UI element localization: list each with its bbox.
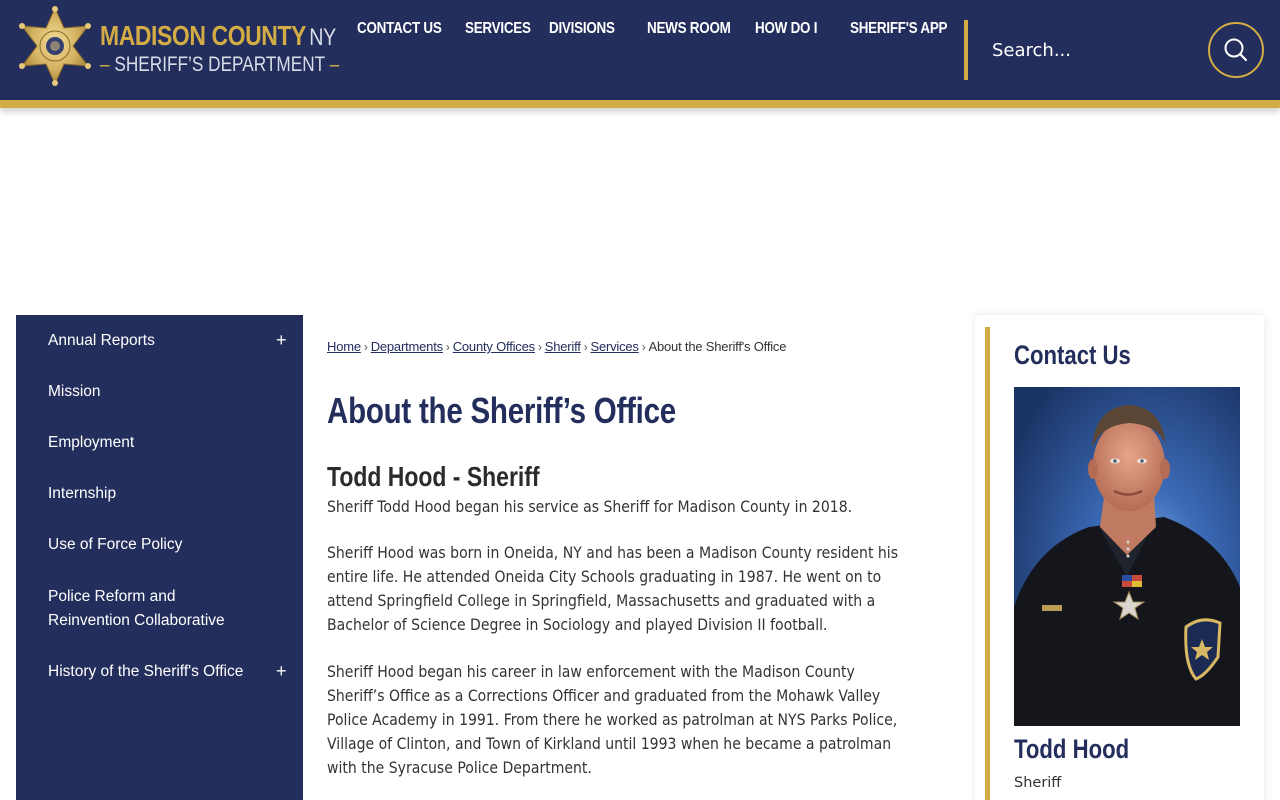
search-divider — [964, 20, 968, 80]
sheriff-star-badge-icon — [16, 6, 94, 86]
breadcrumb-sheriff[interactable]: Sheriff — [544, 339, 581, 354]
nav-services[interactable]: SERVICES — [465, 20, 531, 37]
header-gold-stripe — [0, 100, 1280, 108]
breadcrumb-separator: › — [583, 340, 588, 354]
sidebar-item-label: Police Reform and — [48, 588, 176, 605]
search-input[interactable] — [980, 30, 1180, 70]
breadcrumb-separator: › — [363, 340, 368, 354]
sidebar-item-internship[interactable]: Internship — [48, 485, 117, 502]
portrait-image-icon — [1014, 387, 1240, 726]
search-icon — [1223, 37, 1249, 63]
breadcrumb-departments[interactable]: Departments — [370, 339, 443, 354]
nav-news-room[interactable]: NEWS ROOM — [647, 20, 731, 37]
contact-gold-bar — [985, 327, 990, 800]
page-title: About the Sheriff’s Office — [327, 390, 676, 431]
breadcrumb-county-offices[interactable]: County Offices — [452, 339, 535, 354]
site-header — [0, 0, 1280, 100]
breadcrumb-services[interactable]: Services — [590, 339, 639, 354]
nav-contact-us[interactable]: CONTACT US — [357, 20, 442, 37]
sidebar-item-employment[interactable]: Employment — [48, 434, 135, 451]
sidebar-item-mission[interactable]: Mission — [48, 383, 101, 400]
sidebar-item-police-reform[interactable] — [48, 585, 225, 633]
nav-divisions[interactable]: DIVISIONS — [549, 20, 615, 37]
logo-dash-left: – — [100, 53, 110, 76]
logo-subtitle — [100, 53, 339, 77]
logo-state: NY — [309, 24, 336, 51]
contact-name: Todd Hood — [1014, 734, 1130, 764]
breadcrumb-separator: › — [445, 340, 450, 354]
bio-paragraph-3: Sheriff Hood began his career in law enforcement with the Madison County Sheriff’s Office as a Corrections Officer and graduated from the Mohawk Valley Police Academy in 1991. From there he worked as patrolman at NYS Parks Police, Village of Clinton, and Town of Kirkland until 1993 when he became a patrolman with the Syracuse Police Department. — [327, 663, 898, 777]
sidebar-nav — [16, 315, 303, 800]
breadcrumb-separator: › — [537, 340, 542, 354]
bio-paragraph-2: Sheriff Hood was born in Oneida, NY and has been a Madison County resident his entire life. He attended Oneida City Schools graduating in 1987. He went on to attend Springfield College in Springfield, Massachusetts and graduated with a Bachelor of Science Degree in Sociology and played Division II football. — [327, 544, 899, 634]
breadcrumb-home[interactable]: Home — [327, 339, 361, 354]
logo-county-name: MADISON COUNTY — [100, 20, 307, 51]
breadcrumb — [327, 339, 786, 354]
search-button[interactable] — [1208, 22, 1264, 78]
breadcrumb-separator: › — [641, 340, 646, 354]
site-logo[interactable] — [16, 6, 340, 88]
breadcrumb-current: About the Sheriff's Office — [648, 339, 787, 354]
sheriff-photo — [1014, 387, 1240, 726]
expand-plus-icon[interactable]: + — [276, 330, 287, 350]
contact-role: Sheriff — [1014, 775, 1062, 791]
logo-department: SHERIFF’S DEPARTMENT — [114, 53, 325, 76]
sidebar-item-label-line2: Reinvention Collaborative — [48, 612, 225, 629]
sidebar-item-annual-reports[interactable]: Annual Reports — [48, 332, 155, 349]
logo-dash-right: – — [329, 53, 340, 76]
sidebar-item-history[interactable]: History of the Sheriff's Office — [48, 663, 244, 680]
contact-heading: Contact Us — [1014, 340, 1131, 370]
nav-sheriffs-app[interactable]: SHERIFF'S APP — [850, 20, 948, 37]
sidebar-item-use-of-force-policy[interactable]: Use of Force Policy — [48, 536, 183, 553]
nav-how-do-i[interactable]: HOW DO I — [755, 20, 818, 37]
expand-plus-icon[interactable]: + — [276, 661, 287, 681]
bio-paragraph-1: Sheriff Todd Hood began his service as Sheriff for Madison County in 2018. — [327, 498, 853, 516]
logo-title — [100, 20, 336, 52]
section-heading: Todd Hood - Sheriff — [327, 461, 540, 492]
